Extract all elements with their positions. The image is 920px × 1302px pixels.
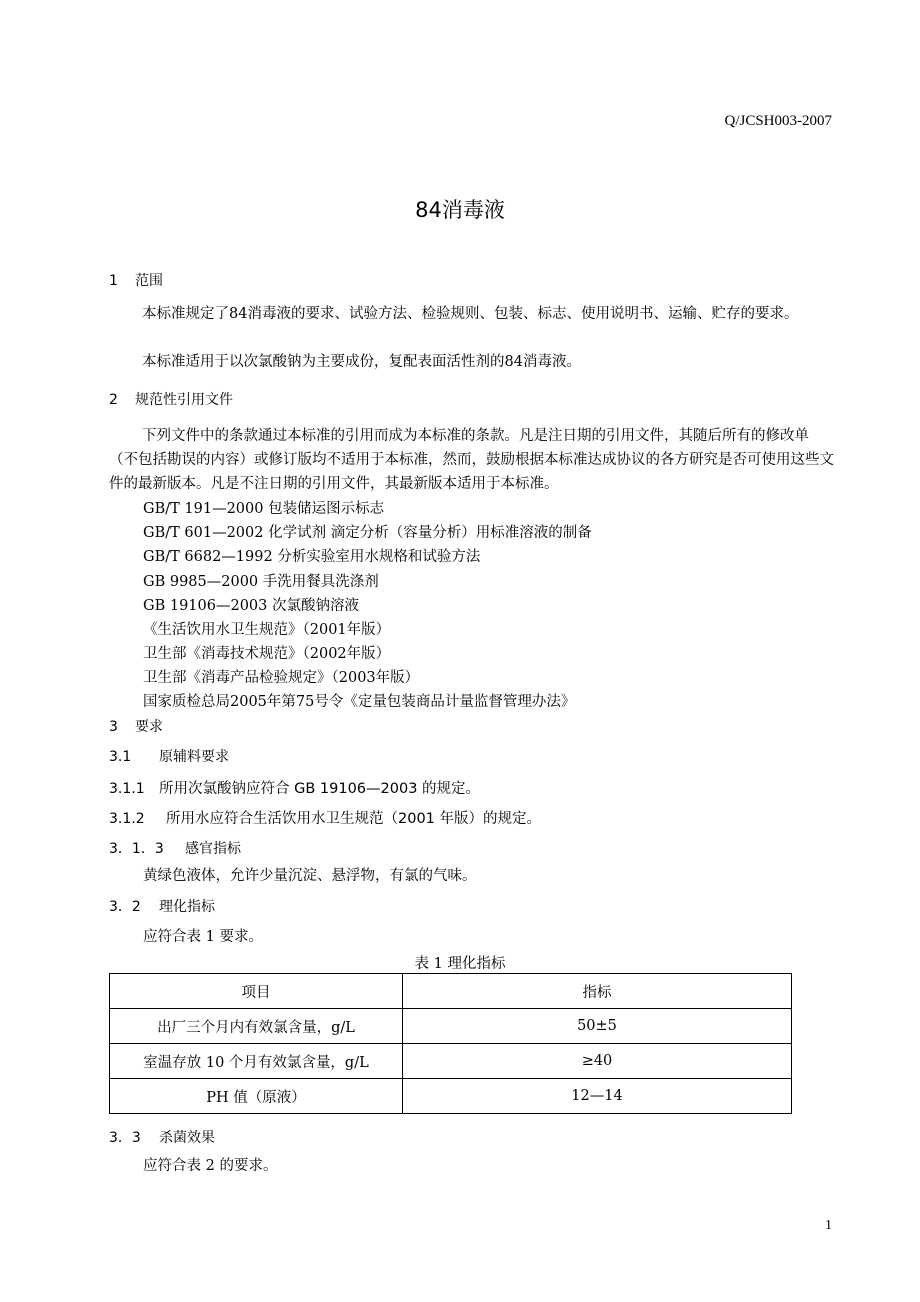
table-row — [110, 1079, 792, 1114]
table-cell: 50±5 — [403, 1009, 792, 1044]
reference-item: 卫生部《消毒技术规范》（2002年版） — [143, 646, 391, 662]
clause-text: 所用水应符合生活饮用水卫生规范（2001 年版）的规定。 — [166, 811, 542, 827]
section-number: 3．2 — [109, 899, 141, 915]
clause-text: 所用次氯酸钠应符合 GB 19106—2003 的规定。 — [159, 781, 481, 797]
clause-number: 3.1.2 — [109, 811, 145, 827]
section-title: 规范性引用文件 — [135, 392, 233, 408]
document-title: 84消毒液 — [415, 198, 505, 222]
section-number: 3．1．3 — [109, 841, 164, 857]
table-caption: 表 1 理化指标 — [414, 956, 506, 972]
table-header-row — [110, 974, 792, 1009]
section-number: 3 — [109, 719, 118, 735]
properties-table — [109, 973, 792, 1114]
section-title: 理化指标 — [159, 899, 215, 915]
section-3-heading — [109, 716, 163, 736]
page-number: 1 — [825, 1218, 832, 1233]
reference-item: 卫生部《消毒产品检验规定》（2003年版） — [143, 670, 420, 686]
reference-item: 《生活饮用水卫生规范》（2001年版） — [143, 622, 391, 638]
section-3-2-heading — [109, 896, 215, 916]
table-cell: 室温存放 10 个月有效氯含量，g/L — [110, 1044, 403, 1079]
section-title: 杀菌效果 — [159, 1130, 215, 1146]
section-title: 原辅料要求 — [159, 749, 229, 765]
table-cell: 12—14 — [403, 1079, 792, 1114]
clause-3-1-1 — [109, 777, 480, 801]
table-row — [110, 1009, 792, 1044]
section-3-3-heading — [109, 1127, 215, 1147]
reference-item: 国家质检总局2005年第75号令《定量包装商品计量监督管理办法》 — [143, 694, 576, 710]
section-title: 要求 — [135, 719, 163, 735]
paragraph: 本标准规定了84消毒液的要求、试验方法、检验规则、包装、标志、使用说明书、运输、贮存的要求。 — [142, 306, 799, 322]
clause-3-1-2 — [109, 807, 541, 831]
table-cell: 出厂三个月内有效氯含量，g/L — [110, 1009, 403, 1044]
reference-item: GB 19106—2003 次氯酸钠溶液 — [143, 598, 359, 614]
paragraph: 应符合表 2 的要求。 — [143, 1158, 278, 1174]
section-1-heading — [109, 270, 163, 290]
clause-number: 3.1.1 — [109, 781, 145, 797]
table-row — [110, 1044, 792, 1079]
section-2-heading — [109, 389, 233, 409]
section-number: 3．3 — [109, 1130, 141, 1146]
section-title: 范围 — [135, 273, 163, 289]
table-cell: ≥40 — [403, 1044, 792, 1079]
section-3-1-heading — [109, 746, 229, 766]
paragraph: 应符合表 1 要求。 — [143, 929, 263, 945]
section-3-1-3-heading — [109, 838, 241, 858]
standard-code: Q/JCSH003-2007 — [724, 113, 832, 129]
paragraph: 本标准适用于以次氯酸钠为主要成份，复配表面活性剂的84消毒液。 — [142, 354, 581, 370]
reference-item: GB 9985—2000 手洗用餐具洗涤剂 — [143, 574, 379, 590]
paragraph: 黄绿色液体，允许少量沉淀、悬浮物，有氯的气味。 — [143, 868, 477, 884]
section-number: 1 — [109, 273, 118, 289]
table-header-cell: 项目 — [110, 974, 403, 1009]
paragraph: 下列文件中的条款通过本标准的引用而成为本标准的条款。凡是注日期的引用文件，其随后所有的修改单（不包括勘误的内容）或修订版均不适用于本标准，然而，鼓励根据本标准达成协议的各方研究是否可使用这些文件的最新版本。凡是不注日期的引用文件，其最新版本适用于本标准。 — [109, 428, 834, 492]
section-number: 3.1 — [109, 749, 132, 765]
table-cell: PH 值（原液） — [110, 1079, 403, 1114]
section-title: 感官指标 — [185, 841, 241, 857]
table-header-cell: 指标 — [403, 974, 792, 1009]
reference-item: GB/T 601—2002 化学试剂 滴定分析（容量分析）用标准溶液的制备 — [143, 525, 592, 541]
reference-item: GB/T 191—2000 包装储运图示标志 — [143, 501, 385, 517]
reference-item: GB/T 6682—1992 分析实验室用水规格和试验方法 — [143, 549, 481, 565]
section-number: 2 — [109, 392, 118, 408]
